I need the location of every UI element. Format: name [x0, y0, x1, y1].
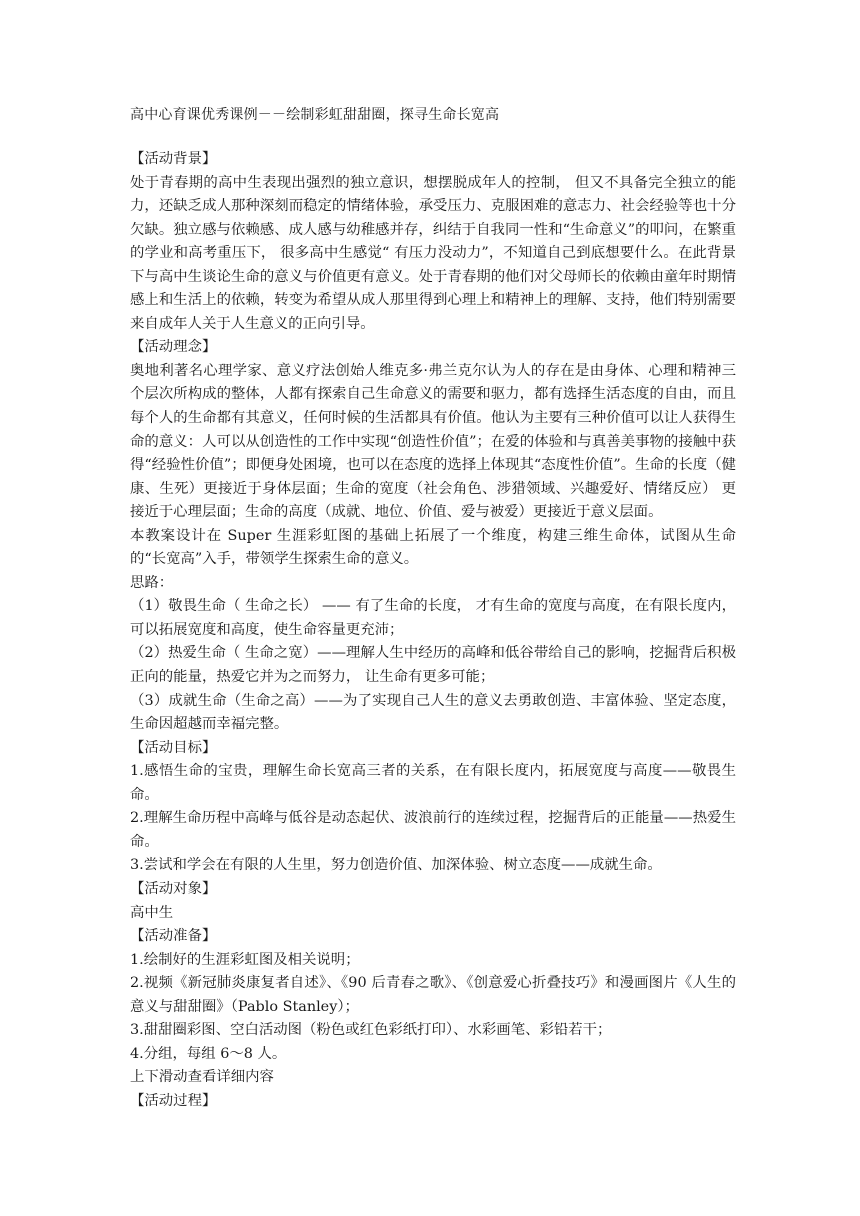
section-heading-process: 【活动过程】	[130, 1092, 217, 1109]
document-title: 高中心育课优秀课例－－绘制彩虹甜甜圈，探寻生命长宽高	[130, 107, 500, 123]
prep-item-1: 1.绘制好的生涯彩虹图及相关说明；	[130, 951, 360, 968]
section-heading-target: 【活动对象】	[130, 880, 217, 897]
scroll-hint: 上下滑动查看详细内容	[130, 1069, 274, 1086]
idea-item-3: （3）成就生命（生命之高）——为了实现自己人生的意义去勇敢创造、丰富体验、坚定态度，生命因超越而幸福完整。	[130, 692, 736, 733]
prep-item-2: 2.视频《新冠肺炎康复者自述》、《90 后青春之歌》、《创意爱心折叠技巧》和漫画图片《人生的意义与甜甜圈》（Pablo Stanley）；	[130, 975, 736, 1015]
concept-paragraph: 奥地利著名心理学家、意义疗法创始人维克多·弗兰克尔认为人的存在是由身体、心理和精神三个层次所构成的整体，人都有探索自己生命意义的需要和驱力，都有选择生活态度的自由，而且每个人的生命都有其意义，任何时候的生活都具有价值。他认为主要有三种价值可以让人获得生命的意义：人可以从创造性的工作中实现“创造性价值”；在爱的体验和与真善美事物的接触中获得“经验性价值”；即便身处困境，也可以在态度的选择上体现其“态度性价值”。生命的长度（健康、生死）更接近于身体层面；生命的宽度（社会角色、涉猎领域、兴趣爱好、情绪反应） 更接近于心理层面；生命的高度（成就、地位、价值、爱与被爱）更接近于意义层面。	[130, 362, 736, 521]
section-heading-background: 【活动背景】	[130, 151, 217, 167]
idea-item-1: （1）敬畏生命（ 生命之长） —— 有了生命的长度， 才有生命的宽度与高度，在有限长度内，可以拓展宽度和高度，使生命容量更充沛；	[130, 598, 736, 638]
idea-item-2: （2）热爱生命（ 生命之宽）——理解人生中经历的高峰和低谷带给自己的影响，挖掘背后积极正向的能量，热爱它并为之而努力， 让生命有更多可能；	[130, 645, 736, 686]
design-paragraph: 本教案设计在 Super 生涯彩虹图的基础上拓展了一个维度，构建三维生命体，试图从生命的“长宽高”入手，带领学生探索生命的意义。	[130, 527, 736, 568]
goal-item-1: 1.感悟生命的宝贵，理解生命长宽高三者的关系，在有限长度内，拓展宽度与高度——敬畏生命。	[130, 763, 736, 803]
target-text: 高中生	[130, 904, 174, 921]
section-heading-preparation: 【活动准备】	[130, 928, 217, 945]
prep-item-4: 4.分组，每组 6～8 人。	[130, 1045, 287, 1062]
section-heading-concept: 【活动理念】	[130, 339, 217, 356]
goal-item-3: 3.尝试和学会在有限的人生里，努力创造价值、加深体验、树立态度——成就生命。	[130, 857, 662, 874]
prep-item-3: 3.甜甜圈彩图、空白活动图（粉色或红色彩纸打印）、水彩画笔、彩铅若干；	[130, 1022, 612, 1039]
section-heading-goals: 【活动目标】	[130, 739, 217, 756]
background-paragraph: 处于青春期的高中生表现出强烈的独立意识，想摆脱成年人的控制， 但又不具备完全独立的能力，还缺乏成人那种深刻而稳定的情绪体验，承受压力、克服困难的意志力、社会经验等也十分欠缺。独立感与依赖感、成人感与幼稚感并存，纠结于自我同一性和“生命意义”的叩问，在繁重的学业和高考重压下， 很多高中生感觉“ 有压力没动力”，不知道自己到底想要什么。在此背景下与高中生谈论生命的意义与价值更有意义。处于青春期的他们对父母师长的依赖由童年时期情感上和生活上的依赖，转变为希望从成人那里得到心理上和精神上的理解、支持，他们特别需要来自成年人关于人生意义的正向引导。	[130, 174, 736, 332]
document-page	[130, 104, 736, 1113]
idea-label: 思路：	[130, 574, 174, 591]
document-body	[130, 148, 736, 1113]
goal-item-2: 2.理解生命历程中高峰与低谷是动态起伏、波浪前行的连续过程，挖掘背后的正能量——热爱生命。	[130, 810, 736, 850]
